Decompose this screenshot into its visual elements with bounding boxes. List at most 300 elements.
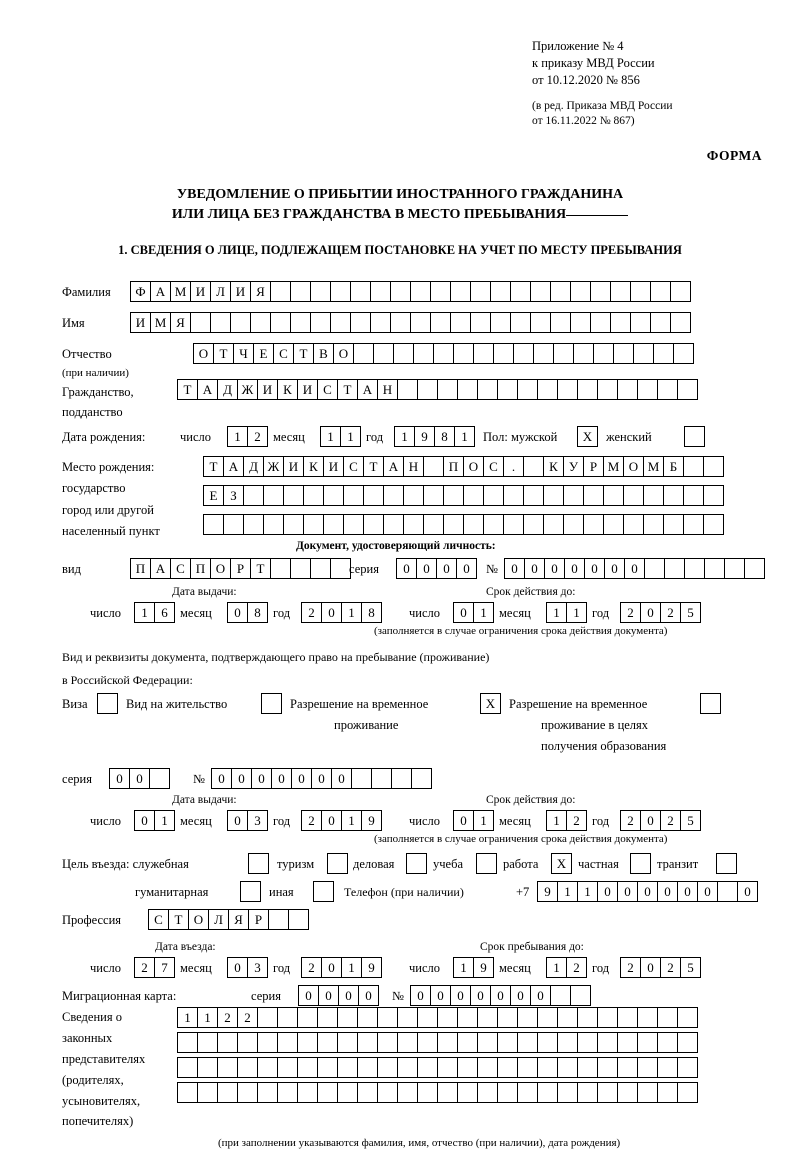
cell[interactable] [577,1007,598,1028]
cell[interactable]: Ф [130,281,151,302]
cell[interactable] [223,514,244,535]
cell[interactable]: Е [253,343,274,364]
cell[interactable]: 9 [414,426,435,447]
cell[interactable]: 1 [177,1007,198,1028]
stay-until-day-cells[interactable] [453,957,493,978]
cell[interactable]: С [170,558,191,579]
purpose-other-checkbox[interactable] [313,881,334,902]
cell[interactable] [330,558,351,579]
cell[interactable] [370,281,391,302]
cell[interactable] [397,1007,418,1028]
cell[interactable] [397,1057,418,1078]
purpose-business-checkbox[interactable] [406,853,427,874]
cell[interactable]: 1 [473,810,494,831]
cell[interactable]: С [317,379,338,400]
cell[interactable] [603,514,624,535]
cell[interactable]: 1 [454,426,475,447]
cell[interactable]: С [343,456,364,477]
cell[interactable] [643,514,664,535]
cell[interactable]: О [333,343,354,364]
cell[interactable] [563,514,584,535]
cell[interactable] [351,768,372,789]
cell[interactable]: 0 [604,558,625,579]
cell[interactable]: 0 [311,768,332,789]
cell[interactable] [513,343,534,364]
cell[interactable]: Л [208,909,229,930]
temp-residence-checkbox[interactable]: X [480,693,501,714]
cell[interactable] [537,1007,558,1028]
cell[interactable]: 0 [490,985,511,1006]
cell[interactable] [677,1082,698,1103]
cell[interactable] [237,1057,258,1078]
cell[interactable]: А [150,558,171,579]
cell[interactable]: 0 [677,881,698,902]
doc-series-cells[interactable] [396,558,476,579]
cell[interactable] [517,1082,538,1103]
cell[interactable] [503,485,524,506]
cell[interactable]: О [188,909,209,930]
cell[interactable]: 0 [453,810,474,831]
cell[interactable] [297,1007,318,1028]
cell[interactable] [437,1032,458,1053]
cell[interactable] [630,312,651,333]
cell[interactable]: К [277,379,298,400]
cell[interactable] [550,281,571,302]
cell[interactable]: Р [230,558,251,579]
cell[interactable] [644,558,665,579]
cell[interactable]: 0 [617,881,638,902]
cell[interactable] [197,1032,218,1053]
cell[interactable] [463,514,484,535]
cell[interactable]: 0 [396,558,417,579]
cell[interactable]: 0 [318,985,339,1006]
cell[interactable]: И [190,281,211,302]
cell[interactable] [210,312,231,333]
cell[interactable] [677,1057,698,1078]
birth-place-city-cells-row1[interactable] [203,485,723,506]
cell[interactable] [617,1007,638,1028]
entry-month-cells[interactable] [227,957,267,978]
cell[interactable]: 9 [361,957,382,978]
surname-cells[interactable] [130,281,690,302]
profession-cells[interactable] [148,909,308,930]
cell[interactable] [433,343,454,364]
cell[interactable] [250,312,271,333]
cell[interactable] [177,1082,198,1103]
cell[interactable]: 1 [154,810,175,831]
cell[interactable]: 0 [584,558,605,579]
cell[interactable]: Т [177,379,198,400]
cell[interactable] [363,514,384,535]
cell[interactable]: 0 [637,881,658,902]
cell[interactable] [283,485,304,506]
cell[interactable] [523,456,544,477]
cell[interactable] [403,485,424,506]
cell[interactable]: А [150,281,171,302]
cell[interactable]: 2 [620,602,641,623]
cell[interactable]: 1 [566,602,587,623]
cell[interactable] [583,514,604,535]
cell[interactable] [517,379,538,400]
cell[interactable]: Т [250,558,271,579]
birth-year-cells[interactable] [394,426,474,447]
cell[interactable]: Р [583,456,604,477]
migration-number-cells[interactable] [410,985,590,1006]
cell[interactable]: 0 [358,985,379,1006]
cell[interactable] [377,1032,398,1053]
cell[interactable]: 2 [301,957,322,978]
cell[interactable]: У [563,456,584,477]
stay-valid-day-cells[interactable] [453,810,493,831]
cell[interactable] [497,1032,518,1053]
cell[interactable]: П [190,558,211,579]
cell[interactable] [330,312,351,333]
cell[interactable] [430,281,451,302]
cell[interactable] [323,514,344,535]
stay-until-year-cells[interactable] [620,957,700,978]
cell[interactable] [663,485,684,506]
purpose-study-checkbox[interactable] [476,853,497,874]
cell[interactable] [317,1032,338,1053]
cell[interactable]: 0 [331,768,352,789]
legal-rep-row-1[interactable] [177,1007,697,1028]
cell[interactable] [217,1057,238,1078]
cell[interactable]: П [130,558,151,579]
cell[interactable]: Ч [233,343,254,364]
cell[interactable] [237,1032,258,1053]
cell[interactable] [613,343,634,364]
cell[interactable]: 0 [109,768,130,789]
cell[interactable] [423,485,444,506]
cell[interactable] [270,558,291,579]
cell[interactable]: А [383,456,404,477]
cell[interactable] [393,343,414,364]
cell[interactable]: 0 [321,957,342,978]
cell[interactable] [290,312,311,333]
doc-valid-day-cells[interactable] [453,602,493,623]
cell[interactable]: 0 [640,810,661,831]
cell[interactable]: 8 [247,602,268,623]
cell[interactable] [317,1007,338,1028]
visa-checkbox[interactable] [97,693,118,714]
cell[interactable] [590,281,611,302]
cell[interactable] [570,281,591,302]
cell[interactable] [417,379,438,400]
cell[interactable] [663,514,684,535]
cell[interactable] [664,558,685,579]
cell[interactable] [517,1007,538,1028]
cell[interactable]: 6 [154,602,175,623]
cell[interactable]: 0 [227,957,248,978]
cell[interactable]: 2 [660,602,681,623]
cell[interactable]: 0 [271,768,292,789]
cell[interactable]: 1 [557,881,578,902]
cell[interactable] [268,909,289,930]
cell[interactable] [610,312,631,333]
cell[interactable]: 2 [247,426,268,447]
cell[interactable]: 0 [436,558,457,579]
cell[interactable]: 0 [134,810,155,831]
cell[interactable] [277,1082,298,1103]
cell[interactable] [337,1007,358,1028]
cell[interactable] [257,1082,278,1103]
cell[interactable] [357,1032,378,1053]
stay-valid-month-cells[interactable] [546,810,586,831]
cell[interactable] [357,1082,378,1103]
cell[interactable] [577,1032,598,1053]
cell[interactable]: 1 [227,426,248,447]
cell[interactable] [257,1032,278,1053]
legal-rep-row-4[interactable] [177,1082,697,1103]
cell[interactable] [197,1082,218,1103]
cell[interactable] [637,379,658,400]
cell[interactable] [623,485,644,506]
cell[interactable] [203,514,224,535]
cell[interactable] [573,343,594,364]
cell[interactable] [577,1057,598,1078]
cell[interactable] [149,768,170,789]
cell[interactable] [703,485,724,506]
cell[interactable]: 2 [217,1007,238,1028]
cell[interactable] [557,1082,578,1103]
birth-month-cells[interactable] [320,426,360,447]
cell[interactable] [570,312,591,333]
cell[interactable]: 1 [546,957,567,978]
cell[interactable] [643,485,664,506]
cell[interactable]: 3 [247,810,268,831]
cell[interactable]: 0 [624,558,645,579]
cell[interactable] [477,379,498,400]
cell[interactable] [510,312,531,333]
cell[interactable] [457,1057,478,1078]
cell[interactable]: М [643,456,664,477]
cell[interactable]: 2 [566,957,587,978]
cell[interactable] [630,281,651,302]
cell[interactable] [533,343,554,364]
cell[interactable]: И [257,379,278,400]
cell[interactable]: А [357,379,378,400]
cell[interactable] [537,379,558,400]
cell[interactable] [537,1082,558,1103]
cell[interactable] [317,1057,338,1078]
cell[interactable] [670,281,691,302]
cell[interactable]: 0 [697,881,718,902]
cell[interactable] [277,1057,298,1078]
birth-place-city-cells-row2[interactable] [203,514,723,535]
cell[interactable]: С [148,909,169,930]
edu-residence-checkbox[interactable] [700,693,721,714]
cell[interactable] [377,1057,398,1078]
cell[interactable] [557,1032,578,1053]
cell[interactable] [263,485,284,506]
cell[interactable] [477,1082,498,1103]
cell[interactable]: 0 [456,558,477,579]
birth-day-cells[interactable] [227,426,267,447]
cell[interactable] [310,281,331,302]
cell[interactable] [410,281,431,302]
cell[interactable]: Т [168,909,189,930]
cell[interactable] [417,1032,438,1053]
cell[interactable]: К [543,456,564,477]
cell[interactable] [437,1057,458,1078]
cell[interactable] [457,1032,478,1053]
cell[interactable] [243,514,264,535]
birth-place-state-cells[interactable] [203,456,723,477]
cell[interactable] [517,1057,538,1078]
cell[interactable] [563,485,584,506]
cell[interactable]: 1 [546,602,567,623]
cell[interactable]: 9 [537,881,558,902]
cell[interactable] [617,1032,638,1053]
cell[interactable]: 1 [134,602,155,623]
cell[interactable] [417,1057,438,1078]
cell[interactable] [550,312,571,333]
cell[interactable] [383,514,404,535]
cell[interactable] [390,312,411,333]
cell[interactable]: 1 [473,602,494,623]
cell[interactable] [490,281,511,302]
cell[interactable] [377,1082,398,1103]
cell[interactable]: И [297,379,318,400]
doc-number-cells[interactable] [504,558,764,579]
cell[interactable]: 1 [453,957,474,978]
cell[interactable] [523,485,544,506]
cell[interactable] [543,514,564,535]
cell[interactable]: 7 [154,957,175,978]
cell[interactable] [277,1007,298,1028]
cell[interactable] [497,1007,518,1028]
cell[interactable] [190,312,211,333]
cell[interactable]: К [303,456,324,477]
cell[interactable]: 0 [298,985,319,1006]
cell[interactable] [257,1057,278,1078]
cell[interactable] [717,881,738,902]
cell[interactable]: 2 [237,1007,258,1028]
cell[interactable] [417,1082,438,1103]
cell[interactable] [530,281,551,302]
cell[interactable] [310,558,331,579]
cell[interactable] [337,1032,358,1053]
cell[interactable]: В [313,343,334,364]
cell[interactable] [397,379,418,400]
cell[interactable] [217,1032,238,1053]
cell[interactable]: 0 [129,768,150,789]
cell[interactable] [343,485,364,506]
cell[interactable]: 1 [546,810,567,831]
cell[interactable]: С [483,456,504,477]
cell[interactable] [497,379,518,400]
cell[interactable]: 8 [361,602,382,623]
cell[interactable] [490,312,511,333]
cell[interactable] [337,1082,358,1103]
cell[interactable]: О [623,456,644,477]
cell[interactable]: Д [243,456,264,477]
cell[interactable] [637,1032,658,1053]
cell[interactable]: 0 [450,985,471,1006]
cell[interactable]: 1 [577,881,598,902]
cell[interactable] [217,1082,238,1103]
cell[interactable]: С [273,343,294,364]
cell[interactable]: Т [213,343,234,364]
cell[interactable]: Т [293,343,314,364]
stay-until-month-cells[interactable] [546,957,586,978]
cell[interactable] [670,312,691,333]
cell[interactable] [684,558,705,579]
cell[interactable] [443,485,464,506]
cell[interactable] [610,281,631,302]
cell[interactable]: 0 [657,881,678,902]
cell[interactable] [637,1082,658,1103]
cell[interactable] [677,1032,698,1053]
cell[interactable] [623,514,644,535]
cell[interactable]: 1 [394,426,415,447]
cell[interactable] [470,281,491,302]
cell[interactable] [553,343,574,364]
name-cells[interactable] [130,312,690,333]
cell[interactable]: А [223,456,244,477]
cell[interactable] [330,281,351,302]
cell[interactable]: 3 [247,957,268,978]
cell[interactable]: 9 [473,957,494,978]
cell[interactable] [230,312,251,333]
cell[interactable] [197,1057,218,1078]
cell[interactable]: Т [337,379,358,400]
cell[interactable]: 0 [338,985,359,1006]
cell[interactable] [437,1082,458,1103]
cell[interactable] [457,1082,478,1103]
cell[interactable] [463,485,484,506]
cell[interactable]: И [230,281,251,302]
cell[interactable]: 0 [640,602,661,623]
cell[interactable]: О [210,558,231,579]
cell[interactable] [403,514,424,535]
cell[interactable] [450,312,471,333]
cell[interactable]: 0 [524,558,545,579]
cell[interactable] [597,1082,618,1103]
cell[interactable] [590,312,611,333]
cell[interactable] [637,1057,658,1078]
cell[interactable] [337,1057,358,1078]
cell[interactable]: 2 [301,810,322,831]
cell[interactable]: 1 [197,1007,218,1028]
cell[interactable]: 0 [530,985,551,1006]
cell[interactable] [290,281,311,302]
cell[interactable]: 0 [321,602,342,623]
cell[interactable]: Ж [237,379,258,400]
cell[interactable]: 5 [680,810,701,831]
cell[interactable] [391,768,412,789]
cell[interactable] [703,514,724,535]
entry-year-cells[interactable] [301,957,381,978]
cell[interactable]: И [323,456,344,477]
cell[interactable] [443,514,464,535]
cell[interactable] [744,558,765,579]
cell[interactable] [617,379,638,400]
cell[interactable] [357,1007,378,1028]
cell[interactable] [583,485,604,506]
cell[interactable] [353,343,374,364]
cell[interactable] [657,1057,678,1078]
cell[interactable] [357,1057,378,1078]
cell[interactable] [177,1032,198,1053]
cell[interactable] [557,1057,578,1078]
doc-kind-cells[interactable] [130,558,350,579]
cell[interactable]: 0 [416,558,437,579]
cell[interactable]: 0 [453,602,474,623]
cell[interactable] [597,379,618,400]
cell[interactable]: Я [250,281,271,302]
doc-issue-year-cells[interactable] [301,602,381,623]
